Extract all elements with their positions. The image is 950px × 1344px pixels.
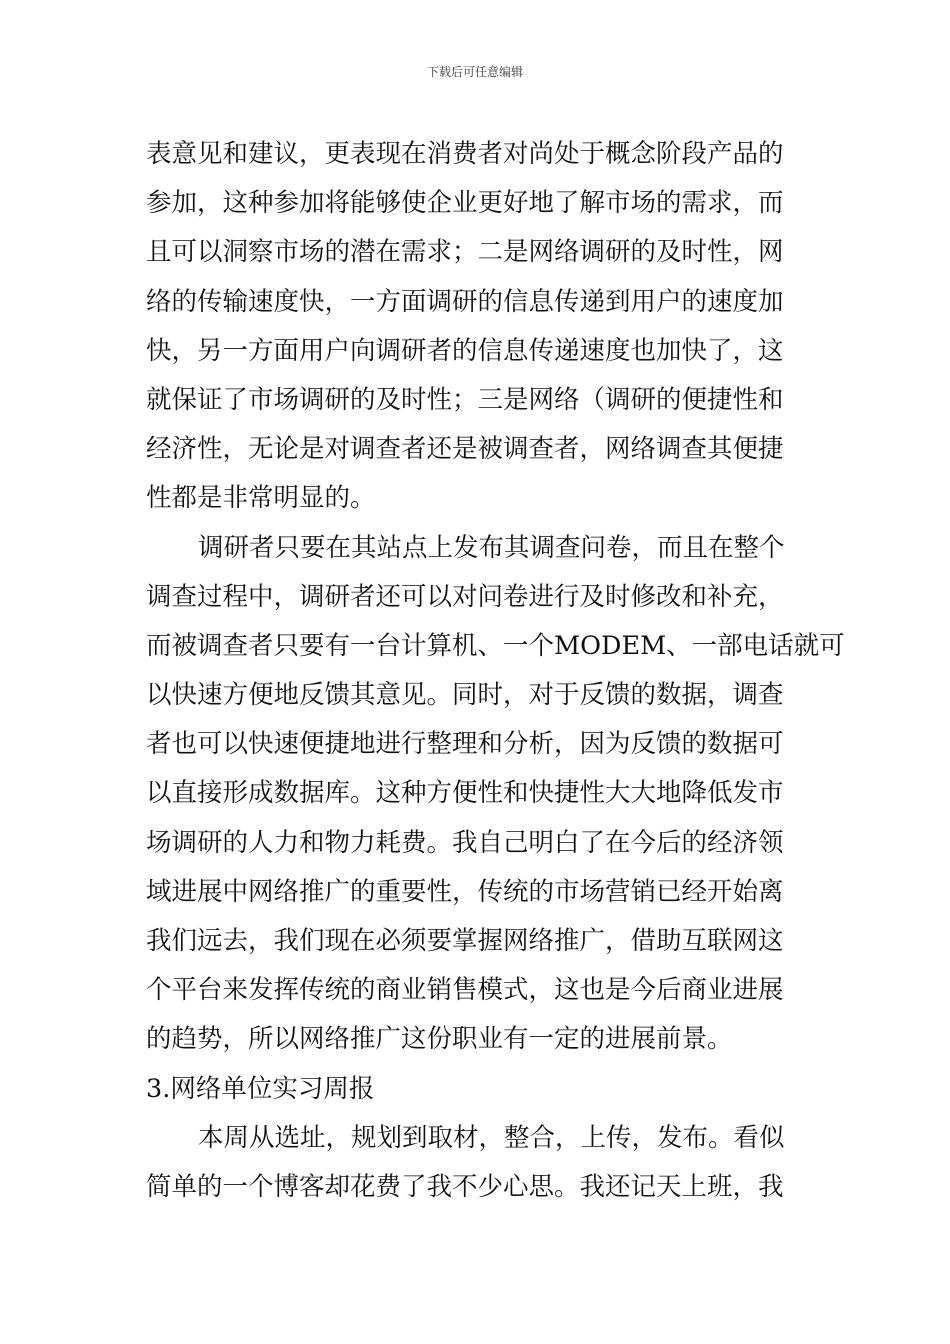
text-line: 我们远去，我们现在必须要掌握网络推广，借助互联网这 [146,926,784,956]
paragraph-start-line: 调研者只要在其站点上发布其调查问卷，而且在整个 [198,532,785,563]
paragraph-start-line: 本周从选址，规划到取材，整合，上传，发布。看似 [198,1122,785,1153]
text-line: 以直接形成数据库。这种方便性和快捷性大大地降低发市 [146,778,784,809]
text-line: 场调研的人力和物力耗费。我自己明白了在今后的经济领 [146,827,784,858]
text-line: 者也可以快速便捷地进行整理和分析，因为反馈的数据可 [146,729,784,760]
section-heading: 3.网络单位实习周报 [146,1073,375,1104]
page-header: 下载后可任意编辑 [426,65,523,79]
text-line: 性都是非常明显的。 [146,483,376,514]
text-line: 简单的一个博客却花费了我不少心思。我还记天上班，我 [146,1171,784,1202]
text-line: 参加，这种参加将能够使企业更好地了解市场的需求，而 [146,188,784,219]
text-line: 络的传输速度快，一方面调研的信息传递到用户的速度加 [146,286,784,317]
text-line: 表意见和建议，更表现在消费者对尚处于概念阶段产品的 [146,139,784,169]
text-line: 且可以洞察市场的潜在需求；二是网络调研的及时性，网 [146,237,784,268]
text-line: 域进展中网络推广的重要性，传统的市场营销已经开始离 [146,876,784,907]
text-line: 以快速方便地反馈其意见。同时，对于反馈的数据，调查 [146,680,784,711]
text-line: 调查过程中，调研者还可以对问卷进行及时修改和补充， [146,581,784,612]
text-line: 经济性，无论是对调查者还是被调查者，网络调查其便捷 [146,434,784,465]
text-line: 的趋势，所以网络推广这份职业有一定的进展前景。 [146,1024,733,1055]
text-line: 而被调查者只要有一台计算机、一个MODEM、一部电话就可 [146,630,845,661]
document-body [146,130,845,1212]
text-line: 个平台来发挥传统的商业销售模式，这也是今后商业进展 [146,975,784,1006]
text-line: 就保证了市场调研的及时性；三是网络（调研的便捷性和 [146,384,784,415]
text-line: 快，另一方面用户向调研者的信息传递速度也加快了，这 [146,335,784,366]
